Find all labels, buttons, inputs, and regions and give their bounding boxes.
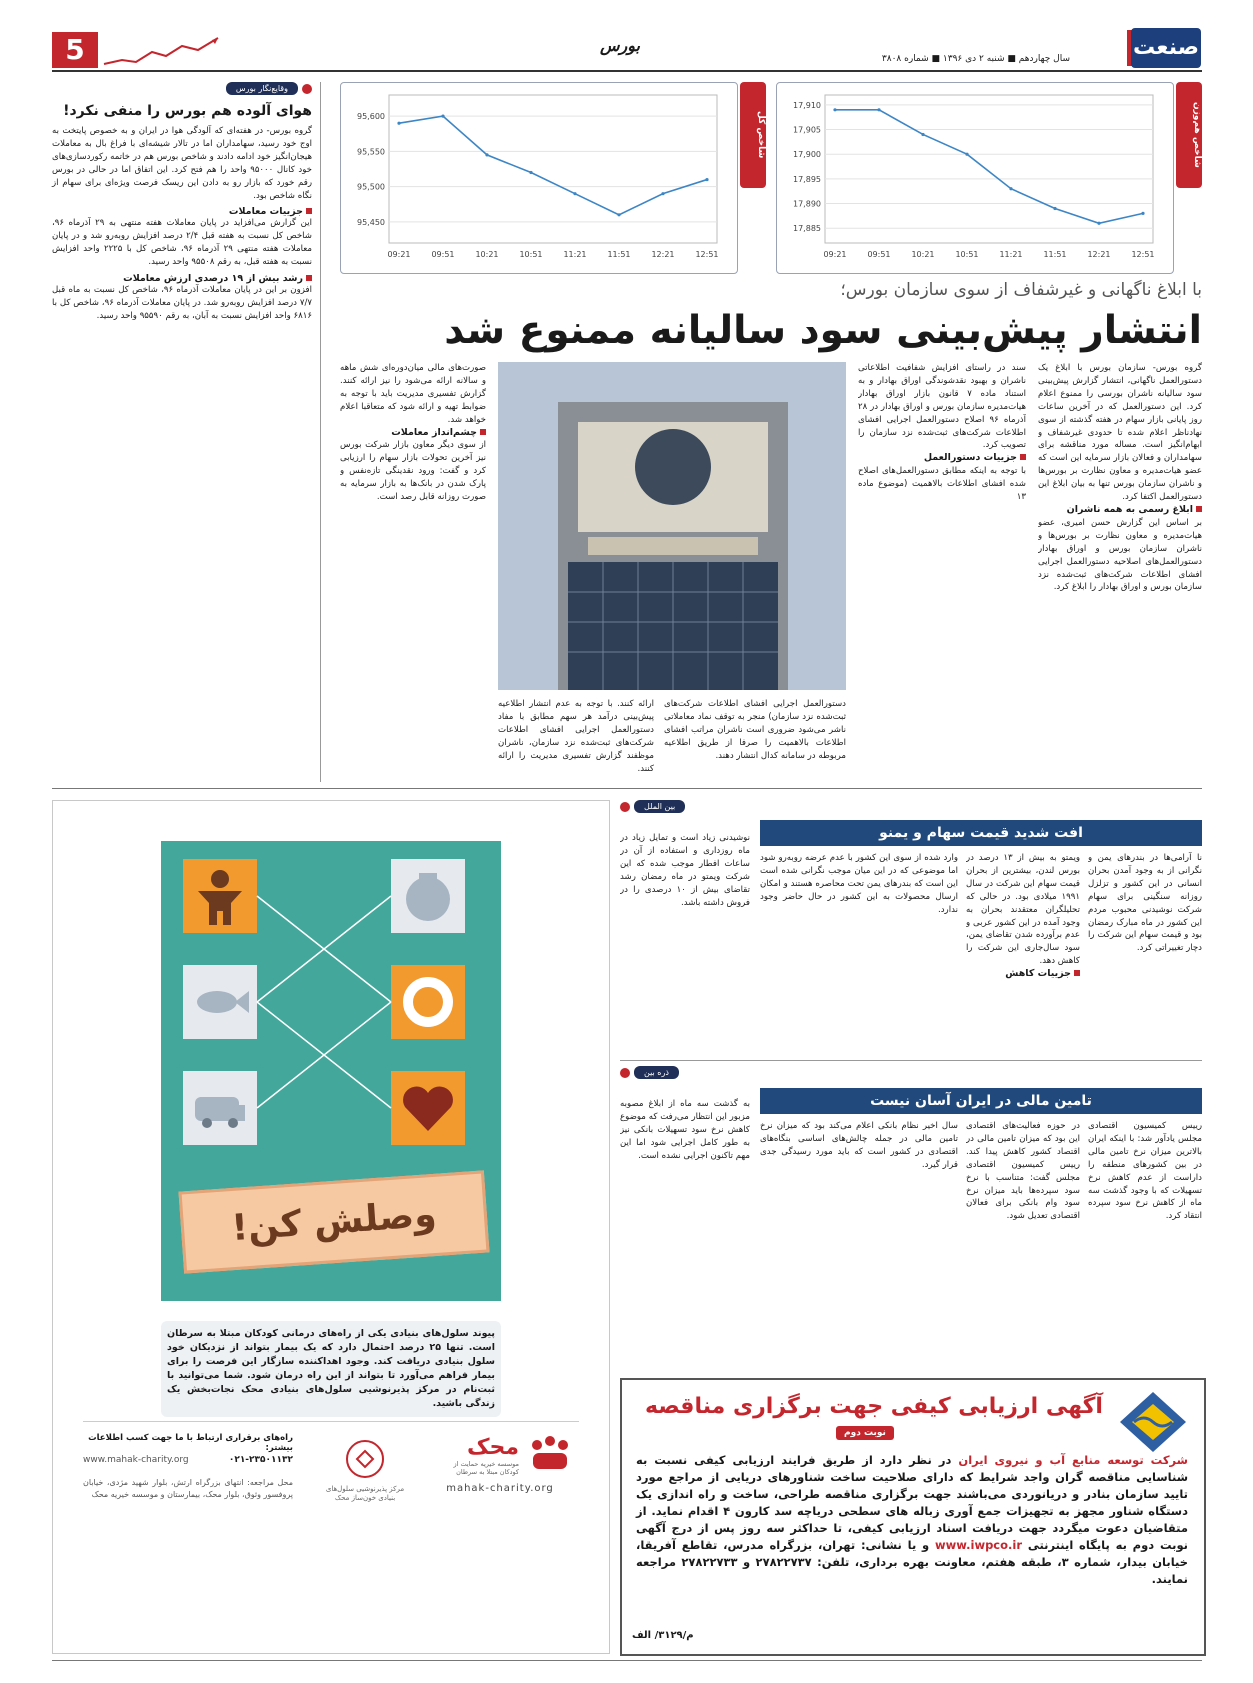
lens-col1: رییس کمیسیون اقتصادی مجلس یادآور شد: با اینکه ایران بالاترین میزان نرخ تامین مالی در بین کشورهای منطقه را داراست از عدم کاهش نرخ تسهیلات که با وجود گذشت سه ماه از کاهش نرخ سود سپرده انتقاد کرد. [1088,1121,1202,1222]
tender-code: م/۳۱۲۹/ الف [632,1630,694,1641]
page-bottom-rule [52,1660,1202,1661]
tender-body [636,1452,1188,1588]
chart-left [340,82,738,274]
y-tick-label: 17,900 [793,150,821,160]
brand-site[interactable]: mahak-charity.org [446,1483,554,1494]
data-point [1009,187,1012,190]
contact-row [83,1455,293,1465]
main-col2-sub-text: جزییات دستورالعمل [923,452,1017,464]
left-story-sub1-text: جزییات معاملات [228,206,303,218]
x-tick-label: 09:21 [823,250,847,259]
mahak-icon [525,1433,575,1477]
page-number: 5 [52,32,98,68]
left-story-sub1 [52,206,312,217]
section-rule [52,788,1202,789]
data-point [617,213,620,216]
lens-col2: در حوزه فعالیت‌های اقتصادی این بود که میزان تامین مالی در اقتصاد کشور کاهش پیدا کند. رییس کمیسیون اقتصادی مجلس گفت: متناسب با نرخ سود سپرده‌ها باید میزان نرخ سود وام بانکی برای فعالان اقتصادی تعدیل شود. [966,1121,1080,1222]
bullet-icon [1074,970,1080,976]
main-col1-text: گروه بورس- سازمان بورس با ابلاغ یک دستورالعمل ناگهانی، انتشار گزارش پیش‌بینی سود سالیانه ناشران بورسی را ممنوع اعلام کرد. این دستورالعمل که در آخرین ساعات روز پایانی بازار سهام در هفته گذشته از سوی نهادناظر اعلام شده تا حدودی غیرشفاف و ابهام‌انگیز است. مساله مورد مناقشه برای سهامداران و فعالان بازار سرمایه این است که عضو هیات‌مدیره و معاون نظارت بر بورس‌ها و ناشران سازمان بورس تنها به بیان ابلاغ این دستورالعمل اکتفا کرد. [1038,363,1202,503]
lens-col3: سال اخیر نظام بانکی اعلام می‌کند بود که میزان نرخ تامین مالی در جمله چالش‌های اساسی بنگاه‌های اقتصادی در کشور است که باید مورد رسیدگی جدی قرار گیرد. [760,1121,958,1170]
main-col5-sub-text: چشم‌انداز معاملات [391,426,477,438]
intl-label-row [620,800,1200,813]
x-tick-label: 11:21 [999,250,1023,259]
tender-badge: نوبت دوم [836,1426,894,1440]
intl-col1: نا آرامی‌ها در بندرهای یمن و نگرانی از به وجود آمدن بحران انسانی در این کشور و تزلزل روزانه سنگینی برای سهام شرکت نوشیدنی محبوب مردم این کشور در ماه مبارک رمضان بود و قیمت سهام این شرکت را دچار تغییراتی کرد. [1088,853,1202,954]
main-col5-text: صورت‌های مالی میان‌دوره‌ای شش ماهه و سالانه ارائه می‌شود را نیز ارائه کنند. گزارش تفسیری مدیریت باید با توجه به ضوابط تهیه و ارائه شود که متعاقبا اعلام خواهد شد. [340,363,486,425]
masthead-logo [1131,28,1201,68]
y-tick-label: 95,500 [357,182,385,192]
tender-url[interactable]: www.iwpco.ir [935,1538,1023,1552]
left-story-headline: هوای آلوده هم بورس را منفی نکرد! [63,103,312,119]
main-col1-sub [1038,504,1202,517]
lens-label-row [620,1066,1200,1079]
y-tick-label: 95,600 [357,112,385,122]
slogan-banner [179,1170,490,1273]
chart-tag-left: شاخص کل [740,82,766,188]
data-point [485,153,488,156]
tender-text3: و یا نشانی: تهران، بزرگراه مدرس، تقاطع آفریقا، خیابان بیدار، شماره ۳، طبقه هفتم، معاونت بهره برداری، تلفن: ۲۷۸۲۲۷۳۷ و ۲۷۸۲۲۷۳۳ مراجعه نمایند. [636,1538,1188,1586]
main-col2-p2: با توجه به اینکه مطابق دستورالعمل‌های اصلاح شده افشای اطلاعات بالاهمیت (موضوع ماده ۱۳ [858,466,1026,503]
label-icon [302,84,312,94]
masthead-rule [52,70,1202,72]
tender-text2: از متقاضیان دعوت میگردد جهت دریافت اسناد ارزیابی کیفی، تا حداکثر سه روز پس از درج آگهی نوبت دوم به پایگاه اینترنتی [636,1504,1188,1552]
center-text: مرکز پذیرنوشیی سلول‌های بنیادی خون‌ساز محک [325,1485,405,1502]
data-point [965,153,968,156]
chart-tag-right: شاخص هم‌وزن [1176,82,1202,188]
column-divider [320,82,321,782]
logo-text: صنعت [1133,35,1199,60]
lens-headline: تامین مالی در ایران آسان نیست [760,1088,1202,1114]
brand-sub: موسسه خیریه حمایت از کودکان مبتلا به سرطان [453,1459,519,1476]
label-icon [620,1068,630,1078]
data-point [1141,212,1144,215]
slogan-text: وصلش کن! [230,1193,438,1250]
intl-label: بین الملل [634,800,685,813]
y-tick-label: 17,910 [793,100,821,110]
main-col2-sub [858,452,1026,465]
address-text: محل مراجعه: انتهای بزرگراه ارتش، بلوار شهید مژدی، خیابان پروفسور وثوق، بلوار محک، بیمارستان و موسسه خیریه محک [83,1478,293,1499]
tender-company: شرکت توسعه منابع آب و نیروی ایران [958,1453,1188,1467]
left-story-p1: گروه بورس- در هفته‌ای که آلودگی هوا در ایران و به خصوص پایتخت به اوج خود رسید، سهامداران اما در تالار شیشه‌ای با فراغ بال به معاملات هیجان‌انگیز خود ادامه دادند و شاخص بورس هم در خاتمه رکوردسازی‌های خود کانال ۹۵۰۰۰ واحد را هم فتح کرد. این اتفاق اما در حالی در بورس رقم خورد که بازار رو به دادن این ریسک فرصت ویژه‌ای برای سهام از نگاه شاخص بود. [52,126,312,201]
y-tick-label: 95,550 [357,147,385,157]
issue-info: سال چهاردهم ■ شنبه ۲ دی ۱۳۹۶ ■ شماره ۳۸۰۸ [881,54,1070,64]
x-tick-label: 12:51 [1131,250,1155,259]
main-col2 [858,362,1026,782]
lens-col4: به گذشت سه ماه از ابلاغ مصوبه مزبور این انتظار می‌رفت که موضوع کاهش نرخ سود تسهیلات بانکی نیز به طور کامل اجرایی شود اما این مهم تاکنون اجرایی نشده است. [620,1099,750,1161]
charity-footer-rule [83,1421,579,1422]
y-tick-label: 95,450 [357,217,385,227]
data-point [921,133,924,136]
left-story [52,82,312,782]
stem-cell-center-icon [340,1437,390,1481]
building-illustration [498,362,846,690]
y-tick-label: 17,905 [793,125,821,135]
x-tick-label: 12:21 [651,250,675,259]
charity-poster [161,841,501,1301]
y-tick-label: 17,890 [793,199,821,209]
main-col5-p2: از سوی دیگر معاون بازار شرکت بورس نیز آخرین تحولات بازار سهام را ارزیابی کرد و گفت: ورود نقدینگی تازه‌نفس و پارک شدن در بانک‌ها به بازار سرمایه به صورت روزانه قابل رصد است. [340,440,486,503]
left-story-sub2 [52,273,312,284]
x-tick-label: 11:21 [563,250,587,259]
data-point [1053,207,1056,210]
charity-ad [52,800,610,1654]
chart-right [776,82,1174,274]
phone-text: ۰۲۱-۲۳۵۰۱۱۳۲ [228,1455,293,1465]
lens-label: ذره بین [634,1066,679,1079]
bullet-icon [1196,506,1202,512]
intl-headline: افت شدید قیمت سهام و یمنو [760,820,1202,846]
charity-text: پیوند سلول‌های بنیادی یکی از راه‌های درمانی کودکان مبتلا به سرطان است. تنها ۲۵ درصد احتمال دارد که یک بیمار بتواند از نزدیکان خود سلول بنیادی دریافت کند. وجود اهداکننده سازگار این فرصت را برای بیمار فراهم می‌آورد تا بتواند از این راه درمان شود. شما می‌توانید با ثبت‌نام در مرکز پذیرنوشیی سلول‌های بنیادی محک نجات‌بخش یک زندگی باشید. [161,1321,501,1417]
x-tick-label: 11:51 [607,250,631,259]
left-story-sub2-text: رشد بیش از ۱۹ درصدی ارزش معاملات [123,273,303,285]
section-title: بورس [600,36,640,55]
left-story-p3: افزون بر این در پایان معاملات آذرماه ۹۶، شاخص کل نسبت به ماه قبل ۷/۷ درصد افزایش روبه‌رو شد. در پایان معاملات آذرماه ۹۶، شاخص کل با ۶۸۱۶ واحد افزایش نسبت به آبان، به رقم ۹۵۵۹۰ واحد رسید. [52,285,312,321]
plot-area [825,95,1153,243]
left-story-p2: این گزارش می‌افزاید در پایان معاملات هفته منتهی به ۲۹ آذرماه ۹۶، شاخص کل نسبت به هفته قبل ۲/۴ درصد افزایش روبه‌رو شد و در پایان معاملات هفته منتهی ۲۹ آذرماه ۹۶، شاخص کل با ۲۲۲۵ واحد افزایش نسبت به هفته قبل، به رقم ۹۵۵۰۸ واحد رسید. [52,218,313,268]
contact-title: راه‌های برقراری ارتباط با ما جهت کسب اطلاعات بیشتر: [88,1433,293,1453]
intl-col2-sub [966,968,1080,981]
bullet-icon [1020,454,1026,460]
main-col3: دستورالعمل اجرایی افشای اطلاعات شرکت‌های ثبت‌شده نزد سازمان) منجر به توقف نماد معاملاتی ناشر می‌شود ضروری است ناشران مراتب افشای اطلاعات بالاهمیت را صرفا از طریق اطلاعیه مربوطه در سامانه کدال انتشار دهند. [664,699,846,761]
trend-graphic [102,34,222,68]
data-point [833,108,836,111]
y-tick-label: 17,895 [793,174,821,184]
intl-col2-text: ویمتو به بیش از ۱۳ درصد در بورس لندن، بیشترین از بحران قیمت سهام این شرکت در سال ۱۹۹۱ میلادی بود. در حالی که تحلیلگران معتقدند بحران به وجود آمده در این کشور عربی و عدم برآورده شدن تقاضای یمن، سود سال‌جاری این شرکت را کاهش دهد. [966,853,1080,967]
data-point [441,115,444,118]
main-col1 [1038,362,1202,782]
data-point [397,122,400,125]
mahak-logo [425,1433,575,1494]
brand-name: محک [466,1434,519,1460]
iwpco-logo-icon [1116,1390,1190,1454]
x-tick-label: 09:51 [867,250,891,259]
x-tick-label: 10:51 [955,250,979,259]
intl-col2-sub-text: جزییات کاهش [1005,968,1071,980]
x-tick-label: 09:21 [387,250,411,259]
main-headline: انتشار پیش‌بینی سود سالیانه ممنوع شد [444,308,1202,353]
bullet-icon [480,429,486,435]
intl-col4: نوشیدنی زیاد است و تمایل زیاد در ماه روزداری و استفاده از آن در ساعات افطار موجب شده که این شرکت ویمتو در ماه رمضان رشد تقاضای بیش از ۱۰ درصدی را در فروش داشته باشد. [620,833,750,908]
label-icon [620,802,630,812]
data-point [661,192,664,195]
x-tick-label: 10:21 [911,250,935,259]
main-col1-p2: بر اساس این گزارش حسن امیری، عضو هیات‌مدیره و معاون نظارت بر بورس‌ها و ناشران سازمان بورس و اوراق بهادار دستورالعمل‌های اصلاحیه دستورالعمل اجرایی افشای اطلاعات شرکت‌های ثبت‌شده نزد سازمان بورس و اوراق بهادار را ابلاغ کرد. [1038,517,1202,593]
intl-col3: وارد شده از سوی این کشور با عدم عرضه روبه‌رو شود اما موضوعی که در این میان موجب نگرانی شده است این است که بندرهای یمن تحت محاصره هستند و امکان ارسال محصولات به این کشور در حال حاضر وجود ندارد. [760,853,958,915]
main-col5-block [340,362,486,782]
main-col4: ارائه کنند. با توجه به عدم انتشار اطلاعیه پیش‌بینی درآمد هر سهم مطابق با مفاد دستورالعمل اجرایی افشای اطلاعات شرکت‌های ثبت‌شده نزد سازمان، ناشران موظفند گزارش تفسیری مدیریت را ارائه کنند. [498,699,654,774]
main-col5-sub [340,427,486,440]
tender-logo [1116,1390,1190,1460]
x-tick-label: 12:51 [695,250,719,259]
x-tick-label: 09:51 [431,250,455,259]
y-tick-label: 17,885 [793,224,821,234]
data-point [705,178,708,181]
mid-rule [620,1060,1202,1061]
x-tick-label: 10:51 [519,250,543,259]
x-tick-label: 12:21 [1087,250,1111,259]
chart-right-plot [777,83,1173,273]
tender-text1: در نظر دارد از طریق فرایند ارزیابی کیفی نسبت به شناسایی مناقصه گران واجد شرایط که دارای صلاحیت ساخت شناورهای دریایی از مراجع مورد تایید سازمان بنادر و دریانوردی می‌باشند جهت برگزاری مناقصه طراحی، ساخت و راه اندازی یک دستگاه شناور مجهز به تجهیزات جمع آوری زباله های سطحی دریاچه سد کارون ۴ اقدام نماید. [636,1453,1188,1518]
center-logo [325,1437,405,1503]
connecting-lines [161,841,501,1171]
data-point [877,108,880,111]
bullet-icon [306,208,312,214]
main-col1-sub-text: ابلاغ رسمی به همه ناشران [1066,503,1193,515]
left-story-label-row [52,82,312,95]
bullet-icon [306,275,312,281]
left-story-label: وقایع‌نگار بورس [226,82,298,95]
tender-ad [620,1378,1206,1656]
main-photo [498,362,846,690]
intl-col2 [966,852,1080,1052]
tender-title: آگهی ارزیابی کیفی جهت برگزاری مناقصه [645,1394,1103,1419]
data-point [573,192,576,195]
data-point [1097,222,1100,225]
data-point [529,171,532,174]
website-text[interactable]: www.mahak-charity.org [83,1455,189,1465]
x-tick-label: 11:51 [1043,250,1067,259]
x-tick-label: 10:21 [475,250,499,259]
main-kicker: با ابلاغ ناگهانی و غیرشفاف از سوی سازمان بورس؛ [840,280,1202,300]
chart-left-plot [341,83,737,273]
main-col2-text: سند در راستای افزایش شفافیت اطلاعاتی ناشران و بهبود نقدشوندگی اوراق بهادار و به استناد ماده ۷ قانون بازار اوراق بهادار هیات‌مدیره سازمان بورس و اوراق بهادار در ۲۸ آذرماه ۹۶ اصلاح دستورالعمل اجرایی افشای اطلاعات شرکت‌های ثبت‌شده نزد سازمان را تصویب کرد. [858,363,1026,451]
